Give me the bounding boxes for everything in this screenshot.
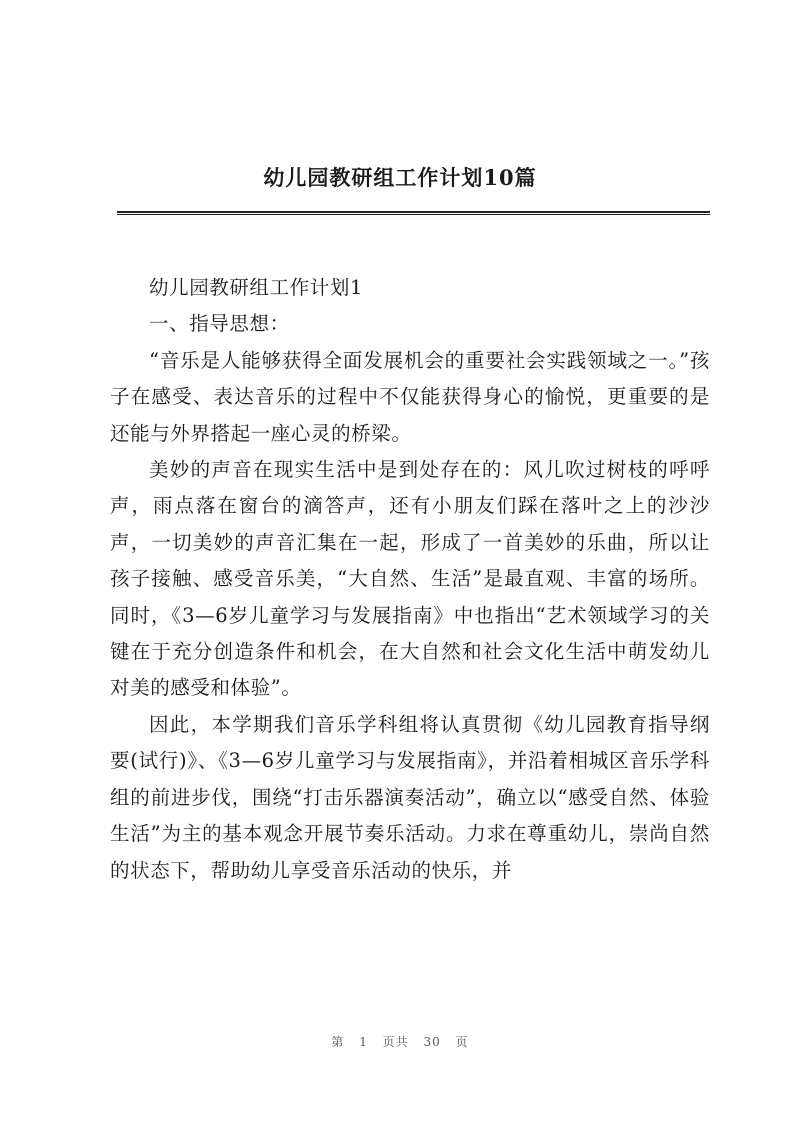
document-body: [110, 270, 710, 889]
page-title: 幼儿园教研组工作计划10篇: [263, 165, 537, 190]
footer-middle: 页共: [382, 1035, 409, 1049]
section-heading: 幼儿园教研组工作计划1: [149, 276, 364, 299]
subsection-heading: 一、指导思想：: [149, 312, 290, 336]
title-divider: [117, 211, 710, 215]
body-paragraph: 美妙的声音在现实生活中是到处存在的：风儿吹过树枝的呼呼声，雨点落在窗台的滴答声，还有小朋友们踩在落叶之上的沙沙声，一切美妙的声音汇集在一起，形成了一首美妙的乐曲，所以让孩子接触、感受音乐美，“大自然、生活”是最直观、丰富的场所。同时，《3—6岁儿童学习与发展指南》中也指出“艺术领域学习的关键在于充分创造条件和机会，在大自然和社会文化生活中萌发幼儿对美的感受和体验”。: [110, 458, 710, 700]
body-paragraph: “音乐是人能够获得全面发展机会的重要社会实践领域之一。”孩子在感受、表达音乐的过程中不仅能获得身心的愉悦，更重要的是还能与外界搭起一座心灵的桥梁。: [110, 348, 710, 445]
footer-suffix: 页: [455, 1035, 469, 1049]
footer-prefix: 第: [331, 1035, 345, 1049]
footer-current-page: 1: [359, 1035, 368, 1049]
page-footer: [0, 1033, 800, 1050]
footer-total-pages: 30: [423, 1035, 441, 1049]
body-paragraph: 因此，本学期我们音乐学科组将认真贯彻《幼儿园教育指导纲要(试行)》、《3—6岁儿童学习与发展指南》，并沿着相城区音乐学科组的前进步伐，围绕“打击乐器演奏活动”，确立以“感受自然、体验生活”为主的基本观念开展节奏乐活动。力求在尊重幼儿，崇尚自然的状态下，帮助幼儿享受音乐活动的快乐，并: [110, 712, 710, 882]
